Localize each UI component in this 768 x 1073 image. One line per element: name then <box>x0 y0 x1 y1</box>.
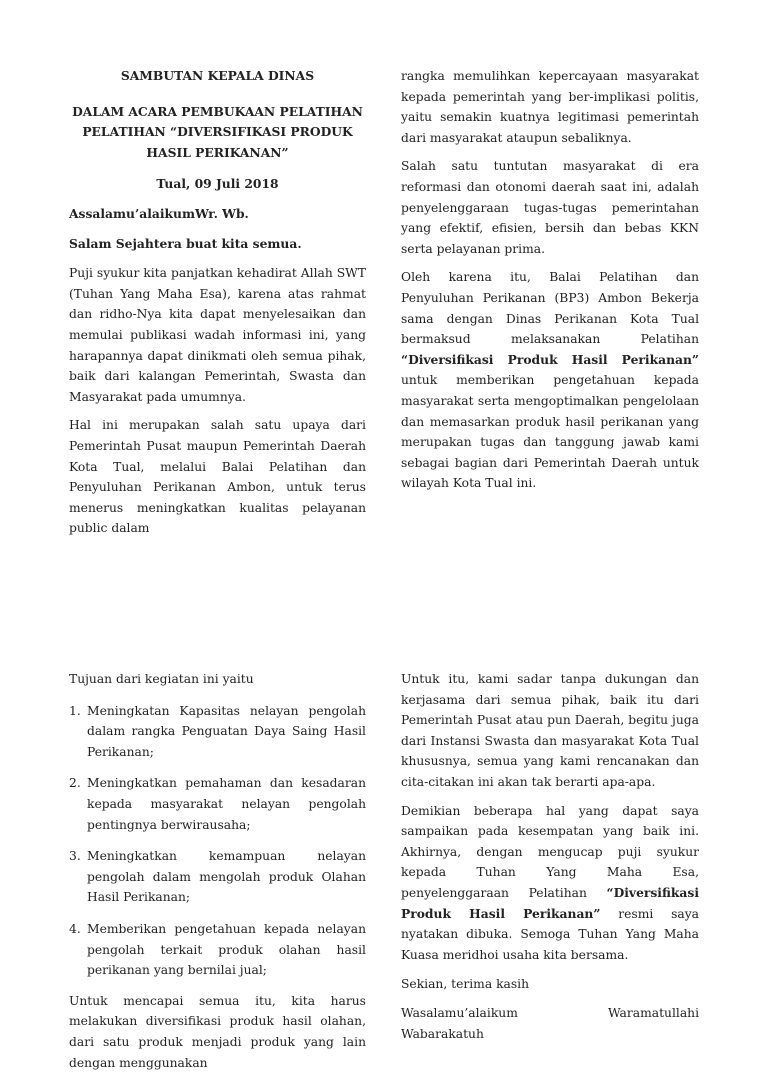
list-item: 1. Meningkatan Kapasitas nelayan pengolah dalam rangka Penguatan Daya Saing Hasil Perikanan; <box>69 703 366 759</box>
list-item: 4. Memberikan pengetahuan kepada nelayan pengolah terkait produk olahan hasil perikanan yang bernilai jual; <box>69 921 366 978</box>
list-intro: Tujuan dari kegiatan ini yaitu <box>69 672 254 686</box>
event-title: DALAM ACARA PEMBUKAAN PELATIHAN PELATIHAN “DIVERSIFIKASI PRODUK HASIL PERIKANAN” <box>72 103 363 160</box>
top-right-column <box>401 66 699 494</box>
paragraph: Demikian beberapa hal yang dapat saya sampaikan pada kesempatan yang baik ini. Akhirnya, dengan mengucap puji syukur kepada Tuhan Yang Maha Esa, penyelenggaraan Pelatihan “Diversifikasi Produk Hasil Perikanan” resmi saya nyatakan dibuka. Semoga Tuhan Yang Maha Kuasa meridhoi usaha kita bersama. <box>401 803 699 962</box>
speech-heading: SAMBUTAN KEPALA DINAS <box>120 68 315 83</box>
list-item: 2. Meningkatkan pemahaman dan kesadaran kepada masyarakat nelayan pengolah pentingnya berwirausaha; <box>69 776 366 832</box>
list-item: 3. Meningkatkan kemampuan nelayan pengolah dalam mengolah produk Olahan Hasil Perikanan; <box>69 849 366 905</box>
objectives-list <box>69 701 366 981</box>
paragraph: Hal ini merupakan salah satu upaya dari Pemerintah Pusat maupun Pemerintah Daerah Kota Tual, melalui Balai Pelatihan dan Penyuluhan Perikanan Ambon, untuk terus menerus meningkatkan kualitas pelayanan public dalam <box>69 418 366 536</box>
paragraph: rangka memulihkan kepercayaan masyarakat kepada pemerintah yang ber-implikasi politis, yaitu semakin kuatnya legitimasi pemerintah dari masyarakat ataupun sebaliknya. <box>401 69 699 145</box>
training-title: “Diversifikasi Produk Hasil Perikanan” <box>401 884 699 921</box>
paragraph: Untuk mencapai semua itu, kita harus melakukan diversifikasi produk hasil olahan, dari satu produk menjadi produk yang lain dengan menggunakan <box>69 993 366 1070</box>
farewell: Sekian, terima kasih <box>401 977 530 992</box>
paragraph: Puji syukur kita panjatkan kehadirat Allah SWT (Tuhan Yang Maha Esa), karena atas rahmat dan ridho-Nya kita dapat menyelesaikan dan memulai publikasi wadah informasi ini, yang harapannya dapat dinikmati oleh semua pihak, baik dari kalangan Pemerintah, Swasta dan Masyarakat pada umumnya. <box>69 266 366 404</box>
top-left-column <box>69 66 366 539</box>
greeting: Assalamu’alaikumWr. Wb. <box>69 205 249 221</box>
paragraph: Untuk itu, kami sadar tanpa dukungan dan kerjasama dari semua pihak, baik itu dari Pemerintah Pusat atau pun Daerah, begitu juga dari Instansi Swasta dan masyarakat Kota Tual khususnya, semua yang kami rencanakan dan cita-citakan ini akan tak berarti apa-apa. <box>401 672 699 789</box>
paragraph: Salah satu tuntutan masyarakat di era reformasi dan otonomi daerah saat ini, adalah penyelenggaraan tugas-tugas pemerintahan yang efektif, efisien, bersih dan bebas KKN serta pelayanan prima. <box>401 159 699 256</box>
paragraph: Oleh karena itu, Balai Pelatihan dan Penyuluhan Perikanan (BP3) Ambon Bekerja sama dengan Dinas Perikanan Kota Tual bermaksud melaksanakan Pelatihan “Diversifikasi Produk Hasil Perikanan” untuk memberikan pengetahuan kepada masyarakat serta mengoptimalkan pengelolaan dan memasarkan produk hasil perikanan yang merupakan tugas dan tanggung jawab kami sebagai bagian dari Pemerintah Daerah untuk wilayah Kota Tual ini. <box>401 270 699 491</box>
salutation: Salam Sejahtera buat kita semua. <box>69 235 302 251</box>
closing-greeting: Wasalamu’alaikum Waramatullahi Wabarakatuh <box>401 1005 699 1041</box>
place-date: Tual, 09 Juli 2018 <box>156 176 279 192</box>
training-title: “Diversifikasi Produk Hasil Perikanan” <box>401 351 699 367</box>
bottom-right-column <box>401 669 699 1044</box>
bottom-left-column <box>69 669 366 1073</box>
